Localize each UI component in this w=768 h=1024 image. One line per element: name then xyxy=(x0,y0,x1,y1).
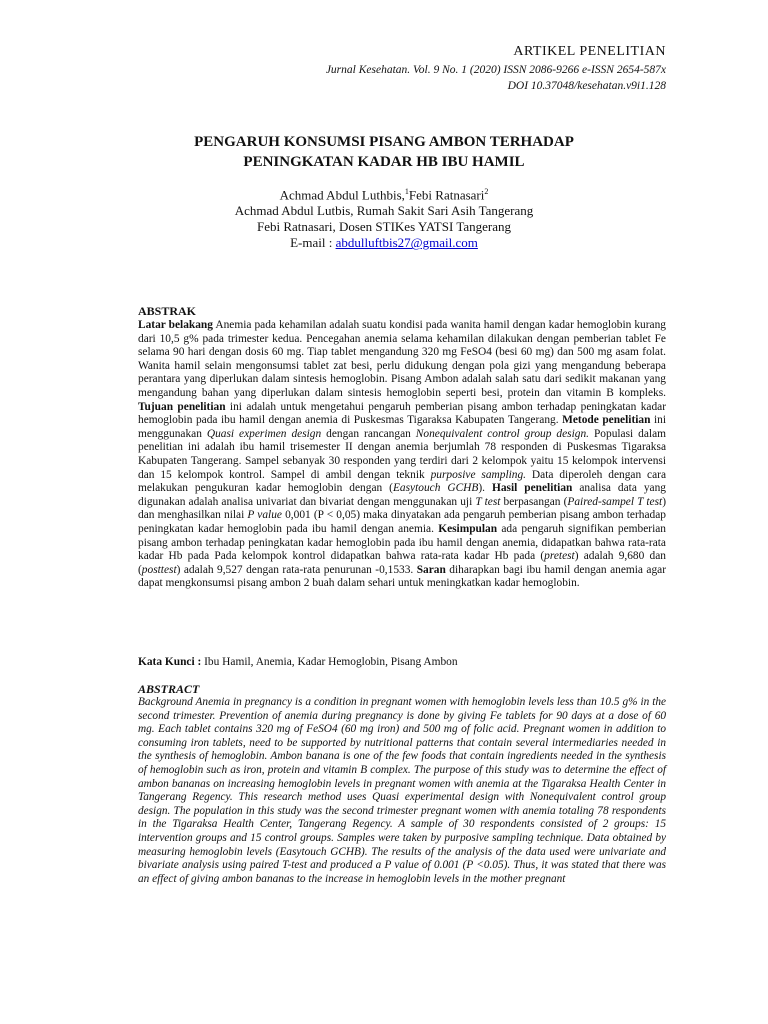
email-line xyxy=(0,235,768,251)
paper-title xyxy=(0,132,768,172)
metode-label: Metode penelitian xyxy=(562,414,651,427)
hasil-label: Hasil penelitian xyxy=(491,482,573,495)
metode-text: ini menggunakan xyxy=(138,414,666,440)
kesimpulan-text: ada pengaruh signifikan pemberian pisang ambon terhadap peningkatan kadar hemoglobin pada ibu hamil dengan anemia, didapatkan bahwa rata-rata kadar Hb pada Pada kelompok kontrol didapatkan bahwa rata-rata kadar Hb pada ( xyxy=(138,522,666,563)
metode-text: dengan rancangan xyxy=(321,427,416,440)
kesimpulan-italic: posttest xyxy=(141,563,177,576)
doi-line: DOI 10.37048/kesehatan.v9i1.128 xyxy=(507,80,666,92)
keywords-text: Ibu Hamil, Anemia, Kadar Hemoglobin, Pisang Ambon xyxy=(204,656,458,668)
email-label: E-mail : xyxy=(290,235,336,251)
tujuan-label: Tujuan penelitian xyxy=(138,400,226,413)
hasil-text: ) dan menghasilkan nilai xyxy=(138,495,666,522)
saran-text: diharapkan bagi ibu hamil dengan anemia agar dapat mengkonsumsi pisang ambon 2 buah dalam sehari untuk meningkatkan kadar hemoglobin. xyxy=(138,563,666,590)
abstrak-heading: ABSTRAK xyxy=(138,304,197,318)
hasil-italic: Paired-sampel T test xyxy=(567,495,663,508)
keywords-label: Kata Kunci : xyxy=(138,656,205,668)
latar-label: Latar belakang xyxy=(138,319,213,331)
kesimpulan-text: ) adalah 9,680 dan ( xyxy=(138,550,666,576)
author-2: Febi Ratnasari xyxy=(408,187,485,203)
hasil-text: 0,001 (P < 0,05) maka dinyatakan ada pengaruh pemberian pisang ambon terhadap peningkatan kadar hemoglobin pada ibu hamil dengan anemia. xyxy=(138,509,666,535)
affiliation-1: Achmad Abdul Lutbis, Rumah Sakit Sari Asih Tangerang xyxy=(234,203,534,219)
kesimpulan-text: ) adalah 9,527 dengan rata-rata penurunan -0,1533. xyxy=(176,563,417,576)
metode-italic: Easytouch GCHB xyxy=(392,482,479,495)
hasil-italic: T test xyxy=(475,495,501,508)
metode-italic: purposive sampling. xyxy=(430,468,527,481)
abstract-heading: ABSTRACT xyxy=(138,682,200,696)
hasil-italic: P value xyxy=(247,509,282,522)
metode-text: ). xyxy=(478,482,492,495)
abstrak-body xyxy=(138,319,666,591)
metode-italic: Quasi experimen design xyxy=(206,427,322,440)
abstract-body: Background Anemia in pregnancy is a condition in pregnant women with hemoglobin levels less than 10.5 g% in the second trimester. Prevention of anemia during pregnancy is done by giving Fe tablets for 90 days at a dose of 60 mg. Each tablet contains 320 mg of FeSO4 (60 mg iron) and 500 mg of folic acid. Pregnant women in addition to consuming iron tablets, need to be supported by nutritional patterns that contain several intermediaries needed in the synthesis of hemoglobin. Ambon banana is one of the few foods that contain ingredients needed in the synthesis of hemoglobin such as iron, protein and vitamin B complex. The purpose of this study was to determine the effect of ambon bananas on increasing hemoglobin levels in pregnant women with anemia at the Tigaraksa Health Center in Tangerang Regency. This research method uses Quasi experimental design with Nonequivalent control group design. The population in this study was the second trimester pregnant women with anemia totaling 78 respondents in the Tigaraksa Health Center, Tangerang Regency. A sample of 30 respondents consisted of 2 groups: 15 intervention groups and 15 control groups. Samples were taken by purposive sampling technique. Data obtained by measuring hemoglobin levels (Easytouch GCHB). The results of the analysis of the data used were univariate and bivariate analysis using paired T-test and produced a P value of 0.001 (P <0.05). Thus, it was stated that there was an effect of giving ambon bananas to the increase in hemoglobin levels in the mother pregnant xyxy=(138,696,666,885)
kesimpulan-italic: pretest xyxy=(544,550,575,563)
tujuan-text: ini adalah untuk mengetahui pengaruh pemberian pisang ambon terhadap peningkatan kadar hemoglobin pada ibu hamil dengan anemia di Puskesmas Tigaraksa Kabupaten Tangerang. xyxy=(138,400,666,427)
author-names xyxy=(0,184,768,203)
metode-text: Data diperoleh dengan cara melakukan pengukuran kadar hemoglobin dengan ( xyxy=(138,468,667,495)
metode-text: Populasi dalam penelitian ini adalah ibu hamil trisemester II dengan anemia berjumlah 78 responden di Puskesmas Tigaraksa Kabupaten Tangerang. Sampel sebanyak 30 responden yang terdiri dari 2 kelompok yaitu 15 kelompok intervensi dan 15 kelompok kontrol. Sampel di ambil dengan teknik xyxy=(138,427,667,481)
author-1-sup: 1 xyxy=(404,187,409,196)
title-line-2: PENINGKATAN KADAR HB IBU HAMIL xyxy=(243,154,525,170)
author-2-sup: 2 xyxy=(484,187,489,196)
latar-text: Anemia pada kehamilan adalah suatu kondisi pada wanita hamil dengan kadar hemoglobin kurang dari 10,5 g% pada trimester kedua. Pencegahan anemia selama kehamilan dilakukan dengan pemberian tablet Fe selama 90 hari dengan dosis 60 mg. Tiap tablet mengandung 320 mg FeSO4 (besi 60 mg) dan 500 mg asam folat. Wanita hamil selain mengonsumsi tablet zat besi, perlu didukung dengan pola gizi yang mengandung beberapa perantara yang diperlukan dalam sintesis hemoglobin. Pisang Ambon adalah salah satu dari sedikit makanan yang mengandung bahan yang diperlukan dalam sintesis hemoglobin seperti besi, protein dan vitamin B kompleks. xyxy=(138,319,666,399)
article-type-label: ARTIKEL PENELITIAN xyxy=(513,44,666,59)
hasil-text: analisa data yang digunakan adalah analisa univariat dan bivariat dengan menggunakan uji xyxy=(138,482,666,508)
metode-italic: Nonequivalent control group design. xyxy=(415,427,589,440)
journal-citation: Jurnal Kesehatan. Vol. 9 No. 1 (2020) ISSN 2086-9266 e-ISSN 2654-587x xyxy=(325,64,666,76)
hasil-text: berpasangan ( xyxy=(500,495,568,508)
author-block xyxy=(0,184,768,251)
title-line-1: PENGARUH KONSUMSI PISANG AMBON TERHADAP xyxy=(194,134,574,150)
email-link[interactable]: abdulluftbis27@gmail.com xyxy=(335,235,478,251)
saran-label: Saran xyxy=(416,563,446,576)
kesimpulan-label: Kesimpulan xyxy=(438,522,498,535)
affiliation-2: Febi Ratnasari, Dosen STIKes YATSI Tangerang xyxy=(257,219,511,235)
author-1: Achmad Abdul Luthbis, xyxy=(279,187,405,203)
keywords-line xyxy=(138,656,458,668)
